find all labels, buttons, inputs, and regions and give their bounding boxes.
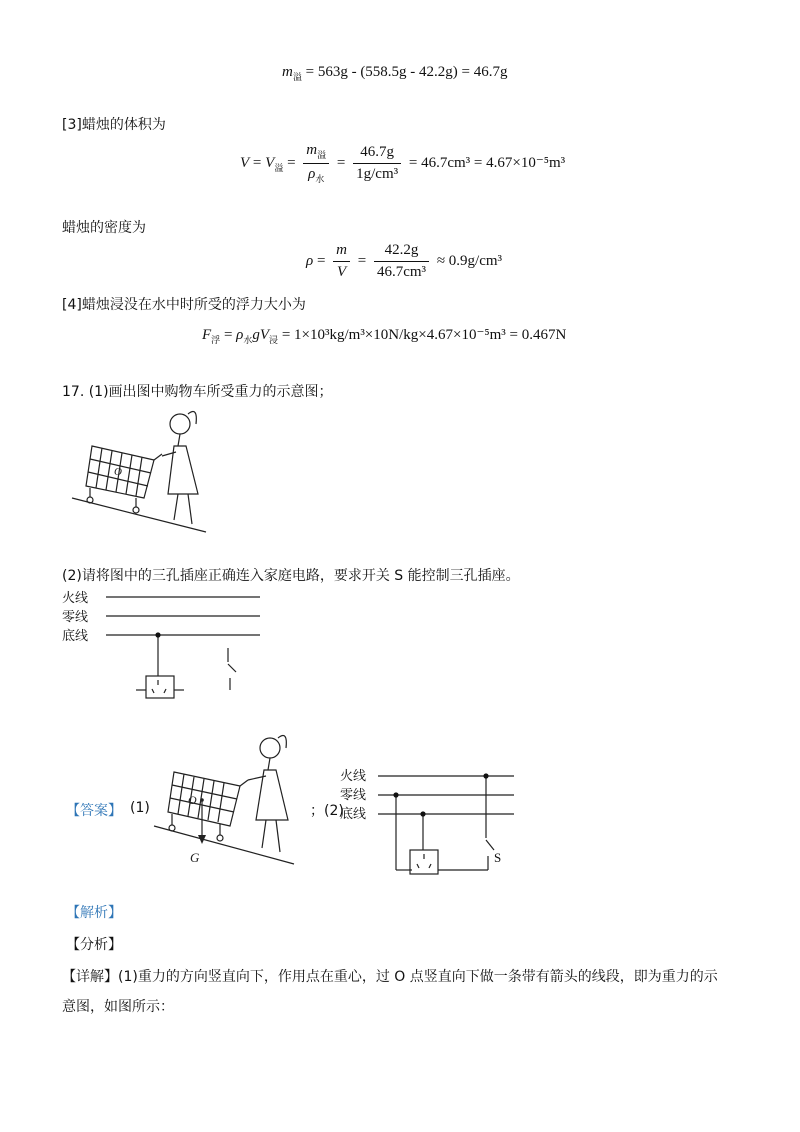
paragraph-buoyancy-intro: [4]蜡烛浸没在水中时所受的浮力大小为 (62, 297, 306, 313)
answer-part-1-label: (1) (130, 800, 150, 816)
detail-line-1: (1)重力的方向竖直向下，作用点在重心，过 O 点竖直向下做一条带有箭头的线段，即为重力的示 (118, 969, 718, 985)
live-wire-label: 火线 (62, 591, 89, 606)
detail-paragraph (62, 966, 742, 986)
answer-part-2-label: ；(2) (310, 803, 344, 819)
detail-line-2: 意图，如图所示： (62, 999, 174, 1015)
question-17-part-2: (2)请将图中的三孔插座正确连入家庭电路，要求开关 S 能控制三孔插座。 (62, 568, 520, 584)
paragraph-candle-volume-intro: [3]蜡烛的体积为 (62, 117, 166, 133)
ground-wire-label: 底线 (62, 629, 89, 644)
neutral-wire-label: 零线 (62, 610, 89, 625)
answer-ground-wire-label: 底线 (340, 807, 367, 822)
analysis-label: 【解析】 (66, 905, 122, 921)
figure-circuit-question (62, 586, 272, 708)
answer-label: 【答案】 (66, 803, 122, 819)
gravity-label: G (190, 850, 200, 865)
answer-live-wire-label: 火线 (340, 769, 367, 784)
equation-buoyant-force: $F_浮 = \rho_水gV_浸 = 1\times 10^3kg/m^3\times 10N/kg\times 4.67\times 10^{-5}m^3 = 0.467N$ (202, 327, 567, 346)
switch-label: S (494, 850, 502, 865)
figure-shopping-cart-question (70, 402, 210, 534)
equation-candle-density: ρ = $\frac{m}{V}$ = $\frac{42.2g}{\text{46.7cm³}}$ ≈ 0.9g/cm³ (306, 242, 503, 280)
detail-label: 【详解】 (62, 969, 118, 985)
answer-neutral-wire-label: 零线 (340, 788, 367, 803)
center-of-gravity-label: O (114, 466, 122, 478)
figure-circuit-answer (340, 766, 520, 878)
figure-shopping-cart-answer (152, 722, 302, 868)
equation-candle-volume: $V = V_溢$ = $\frac{m_溢}{\rho_水}$ = $\frac{46.7g}{\text{1g/cm³}}$ = 46.7cm³ = 4.67×10⁻⁵m³ (240, 142, 566, 185)
question-17-part-1: 17. (1)画出图中购物车所受重力的示意图； (62, 384, 333, 400)
answer-center-label: O (188, 793, 197, 807)
equation-overflow-mass: $m_溢 = 563g - (558.5g - 42.2g) = 46.7g$ (282, 64, 508, 83)
paragraph-density-intro: 蜡烛的密度为 (62, 220, 146, 236)
fenxi-label: 【分析】 (66, 937, 122, 953)
